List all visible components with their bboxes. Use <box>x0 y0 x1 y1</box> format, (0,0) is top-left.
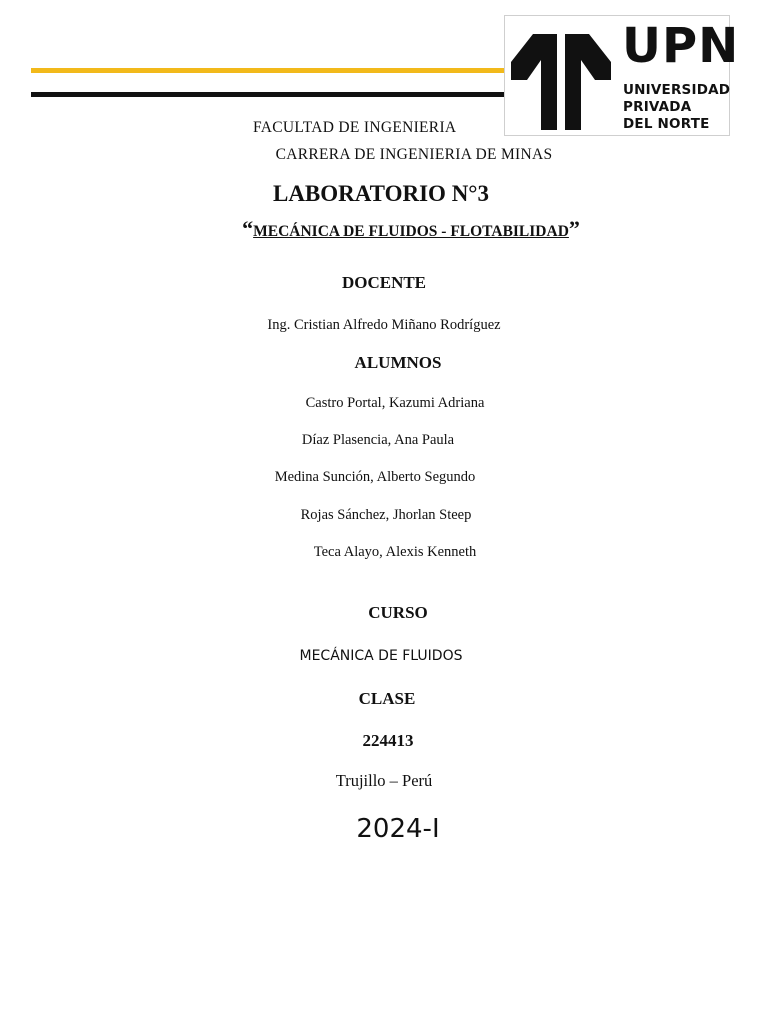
clase-heading: CLASE <box>358 689 416 708</box>
student-name: Castro Portal, Kazumi Adriana <box>305 395 485 411</box>
student-name: Díaz Plasencia, Ana Paula <box>301 432 455 448</box>
logo-line-2: PRIVADA <box>623 99 692 115</box>
close-quote: ” <box>568 216 580 241</box>
docente-name: Ing. Cristian Alfredo Miñano Rodríguez <box>267 317 501 333</box>
career-name: CARRERA DE INGENIERIA DE MINAS <box>275 146 553 163</box>
logo-acronym: UPN <box>622 18 740 74</box>
logo-line-3: DEL NORTE <box>623 116 710 132</box>
academic-period: 2024-I <box>356 814 440 844</box>
curso-value: MECÁNICA DE FLUIDOS <box>299 648 463 664</box>
student-name: Medina Sunción, Alberto Segundo <box>274 469 476 485</box>
subtitle-text: MECÁNICA DE FLUIDOS - FLOTABILIDAD <box>253 223 569 240</box>
header-rule-black <box>31 92 511 97</box>
student-name: Teca Alayo, Alexis Kenneth <box>313 544 477 560</box>
clase-value: 224413 <box>362 731 414 750</box>
curso-heading: CURSO <box>368 603 428 622</box>
lab-subtitle <box>124 216 698 242</box>
student-name: Rojas Sánchez, Jhorlan Steep <box>300 507 472 523</box>
faculty-name: FACULTAD DE INGENIERIA <box>253 119 457 136</box>
docente-heading: DOCENTE <box>341 273 427 292</box>
logo-line-1: UNIVERSIDAD <box>623 82 731 98</box>
university-logo <box>504 15 740 136</box>
location: Trujillo – Perú <box>335 771 433 790</box>
open-quote: “ <box>242 216 254 241</box>
header-rule-gold <box>31 68 511 73</box>
lab-title: LABORATORIO N°3 <box>272 181 490 206</box>
upn-arrow-logo-icon <box>511 30 611 130</box>
alumnos-heading: ALUMNOS <box>354 353 442 372</box>
